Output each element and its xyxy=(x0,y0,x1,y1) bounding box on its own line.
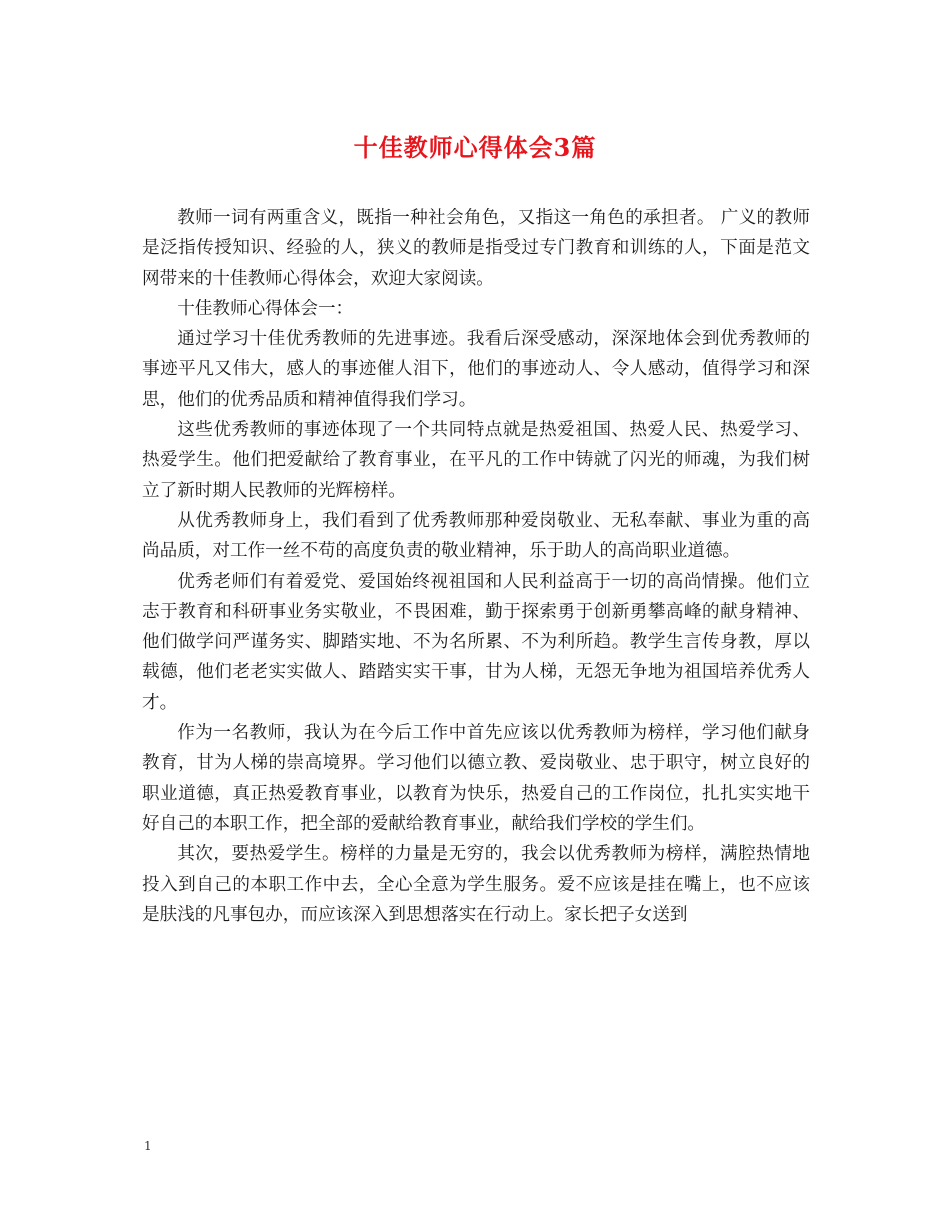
document-body xyxy=(142,203,810,930)
paragraph: 其次，要热爱学生。榜样的力量是无穷的，我会以优秀教师为榜样，满腔热情地投入到自己的本职工作中去，全心全意为学生服务。爱不应该是挂在嘴上，也不应该是肤浅的凡事包办，而应该深入到思想落实在行动上。家长把子女送到 xyxy=(142,844,810,925)
paragraph: 这些优秀教师的事迹体现了一个共同特点就是热爱祖国、热爱人民、热爱学习、热爱学生。他们把爱献给了教育事业，在平凡的工作中铸就了闪光的师魂，为我们树立了新时期人民教师的光辉榜样。 xyxy=(142,420,810,501)
document-title: 十佳教师心得体会3篇 xyxy=(353,133,597,162)
section-heading: 十佳教师心得体会一： xyxy=(177,298,354,319)
paragraph: 优秀老师们有着爱党、爱国始终视祖国和人民利益高于一切的高尚情操。他们立志于教育和科研事业务实敬业，不畏困难，勤于探索勇于创新勇攀高峰的献身精神、他们做学问严谨务实、脚踏实地、不为名所累、不为利所趋。教学生言传身教，厚以载德，他们老老实实做人、踏踏实实干事，甘为人梯，无怨无争地为祖国培养优秀人才。 xyxy=(142,571,810,713)
paragraph: 从优秀教师身上，我们看到了优秀教师那种爱岗敬业、无私奉献、事业为重的高尚品质，对工作一丝不苟的高度负责的敬业精神，乐于助人的高尚职业道德。 xyxy=(142,510,810,562)
paragraph-intro: 教师一词有两重含义，既指一种社会角色，又指这一角色的承担者。 广义的教师是泛指传授知识、经验的人，狭义的教师是指受过专门教育和训练的人，下面是范文网带来的十佳教师心得体会，欢迎大家阅读。 xyxy=(142,208,810,289)
paragraph: 通过学习十佳优秀教师的先进事迹。我看后深受感动，深深地体会到优秀教师的事迹平凡又伟大，感人的事迹催人泪下，他们的事迹动人、令人感动，值得学习和深思，他们的优秀品质和精神值得我们学习。 xyxy=(142,329,810,410)
page-number: 1 xyxy=(144,1139,152,1153)
paragraph: 作为一名教师，我认为在今后工作中首先应该以优秀教师为榜样，学习他们献身教育，甘为人梯的崇高境界。学习他们以德立教、爱岗敬业、忠于职守，树立良好的职业道德，真正热爱教育事业，以教育为快乐，热爱自己的工作岗位，扎扎实实地干好自己的本职工作，把全部的爱献给教育事业，献给我们学校的学生们。 xyxy=(142,723,810,834)
